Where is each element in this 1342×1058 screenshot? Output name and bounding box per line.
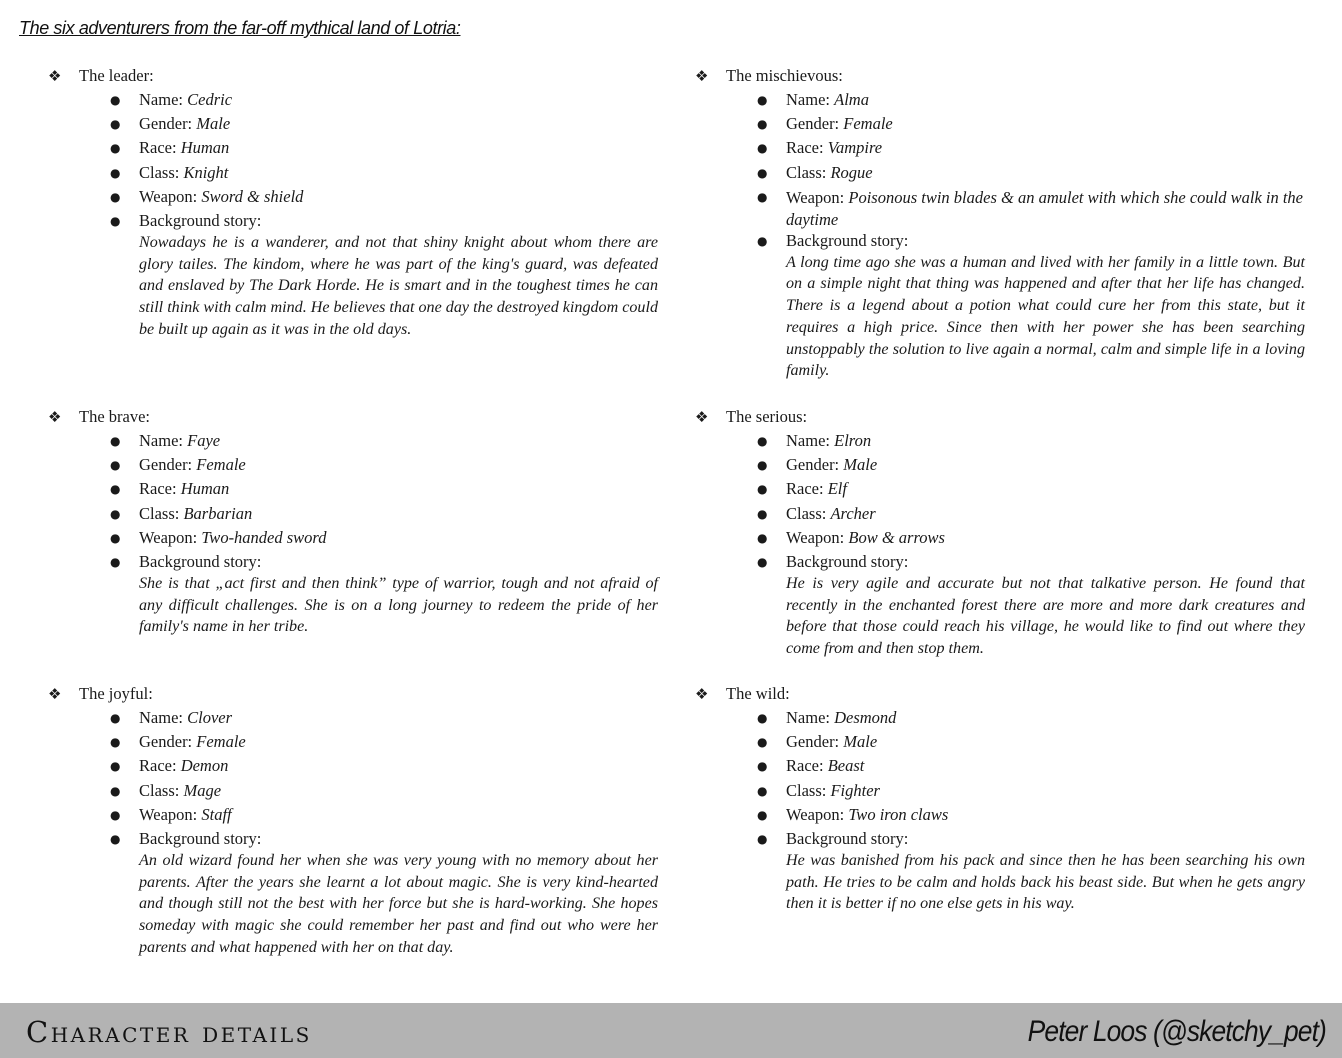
bullet-icon: ● xyxy=(110,141,121,156)
background-story: A long time ago she was a human and lived with her family in a little town. But on a simple night that thing was happened and after that her life has changed. There is a legend about a potion what could cure her from this state, but it requires a high price. Since then with her power she has been searching unstoppably the solution to live again a normal, calm and simple life in a loving family. xyxy=(786,253,1305,380)
bullet-icon: ● xyxy=(757,759,768,774)
character-section-mischievous xyxy=(695,66,1305,382)
property-weapon: ● Weapon: Two iron claws xyxy=(757,804,949,824)
property-story: ● Background story: He was banished from his pack and since then he has been searching his own path. He tries to be calm and holds back his beast side. But when he gets angry then it is better if no one else gets in his way. xyxy=(695,829,1305,915)
bullet-icon: ● xyxy=(110,93,121,107)
bullet-icon: ● xyxy=(757,141,768,156)
property-name: ● Name: Faye xyxy=(110,431,221,450)
diamond-bullet-icon: ❖ xyxy=(695,67,709,85)
character-role: The serious: xyxy=(726,407,808,426)
property-gender: ● Gender: Female xyxy=(757,114,893,134)
footer-bar xyxy=(0,1003,1342,1058)
bullet-icon: ● xyxy=(110,554,121,569)
bullet-icon: ● xyxy=(757,506,768,521)
bullet-icon: ● xyxy=(757,554,768,569)
bullet-icon: ● xyxy=(110,189,121,204)
property-name: ● Name: Clover xyxy=(110,708,233,727)
property-gender: ● Gender: Male xyxy=(757,732,878,752)
property-story: ● Background story: An old wizard found her when she was very young with no memory about her parents. After the years she learnt a lot about magic. She is very kind-hearted and though still not the best with her force but she is hard-working. She hopes someday with magic she could remember her past and find out who were her parents and what happened with her on that day. xyxy=(48,829,658,959)
bullet-icon: ● xyxy=(757,807,768,822)
character-section-joyful xyxy=(48,684,658,958)
character-role: The joyful: xyxy=(79,684,153,703)
property-story: ● Background story: Nowadays he is a wanderer, and not that shiny knight about whom there are glory tailes. The kindom, where he was part of the king's guard, was defeated and enslaved by The Dark Horde. He is smart and in the toughest times he can still think with calm mind. He believes that one day the destroyed kingdom could be built up again as it was in the old days. xyxy=(48,211,658,341)
property-name: ● Name: Cedric xyxy=(110,90,233,109)
character-role: The mischievous: xyxy=(726,66,843,85)
bullet-icon: ● xyxy=(110,213,121,228)
property-gender: ● Gender: Female xyxy=(110,455,246,475)
property-race: ● Race: Beast xyxy=(757,756,865,776)
background-story: She is that „act first and then think” type of warrior, tough and not afraid of any difficult challenges. She is on a long journey to redeem the pride of her family's name in her tribe. xyxy=(139,574,658,636)
bullet-icon: ● xyxy=(110,735,121,750)
property-gender: ● Gender: Male xyxy=(110,114,231,134)
property-weapon: ● Weapon: Bow & arrows xyxy=(757,527,945,547)
property-class: ● Class: Mage xyxy=(110,780,222,800)
footer-title: Character details xyxy=(26,1015,312,1049)
bullet-icon: ● xyxy=(757,711,768,725)
character-section-leader xyxy=(48,66,658,340)
bullet-icon: ● xyxy=(110,831,121,846)
bullet-icon: ● xyxy=(110,759,121,774)
bullet-icon: ● xyxy=(110,482,121,497)
diamond-bullet-icon: ❖ xyxy=(48,67,62,85)
property-weapon: ● Weapon: Staff xyxy=(110,804,232,824)
diamond-bullet-icon: ❖ xyxy=(48,408,62,426)
diamond-bullet-icon: ❖ xyxy=(695,685,709,703)
bullet-icon: ● xyxy=(110,434,121,448)
character-properties xyxy=(48,431,658,638)
character-properties xyxy=(695,708,1305,915)
property-name: ● Name: Desmond xyxy=(757,708,897,727)
bullet-icon: ● xyxy=(757,233,768,248)
background-story: An old wizard found her when she was very young with no memory about her parents. After the years she learnt a lot about magic. She is very kind-hearted and though still not the best with her force but she is hard-working. She hopes someday with magic she could remember her past and find out who were her parents and what happened with her on that day. xyxy=(139,851,658,956)
property-race: ● Race: Demon xyxy=(110,756,229,776)
property-weapon: ● Weapon: Two-handed sword xyxy=(110,527,327,547)
bullet-icon: ● xyxy=(757,117,768,132)
footer-credit: Peter Loos (@sketchy_pet) xyxy=(1027,1015,1326,1048)
background-story: He was banished from his pack and since then he has been searching his own path. He tries to be calm and holds back his beast side. But when he gets angry then it is better if no one else gets in his way. xyxy=(786,851,1305,913)
bullet-icon: ● xyxy=(757,189,768,204)
character-section-serious xyxy=(695,407,1305,660)
bullet-icon: ● xyxy=(110,807,121,822)
bullet-icon: ● xyxy=(757,434,768,448)
character-section-brave xyxy=(48,407,658,638)
bullet-icon: ● xyxy=(110,117,121,132)
property-story: ● Background story: She is that „act first and then think” type of warrior, tough and not afraid of any difficult challenges. She is on a long journey to redeem the pride of her family's name in her tribe. xyxy=(48,552,658,638)
property-class: ● Class: Archer xyxy=(757,503,876,523)
property-story: ● Background story: He is very agile and accurate but not that talkative person. He found that recently in the enchanted forest there are more and more dark creatures and before that those could reach his village, he would like to find out where they come from and then stop them. xyxy=(695,552,1305,660)
bullet-icon: ● xyxy=(757,735,768,750)
bullet-icon: ● xyxy=(110,458,121,473)
bullet-icon: ● xyxy=(757,458,768,473)
bullet-icon: ● xyxy=(757,93,768,107)
property-class: ● Class: Fighter xyxy=(757,780,880,800)
bullet-icon: ● xyxy=(110,711,121,725)
bullet-icon: ● xyxy=(757,482,768,497)
property-story: ● Background story: A long time ago she was a human and lived with her family in a little town. But on a simple night that thing was happened and after that her life has changed. There is a legend about a potion what could cure her from this state, but it requires a high price. Since then with her power she has been searching unstoppably the solution to live again a normal, calm and simple life in a loving family. xyxy=(695,231,1305,382)
bullet-icon: ● xyxy=(757,831,768,846)
property-name: ● Name: Elron xyxy=(757,431,872,450)
background-story: He is very agile and accurate but not that talkative person. He found that recently in the enchanted forest there are more and more dark creatures and before that those could reach his village, he would like to find out where they come from and then stop them. xyxy=(786,574,1305,658)
property-weapon: ● Weapon: Sword & shield xyxy=(110,186,304,206)
diamond-bullet-icon: ❖ xyxy=(695,408,709,426)
background-story: Nowadays he is a wanderer, and not that shiny knight about whom there are glory tailes. The kindom, where he was part of the king's guard, was defeated and enslaved by The Dark Horde. He is smart and in the toughest times he can still think with calm mind. He believes that one day the destroyed kingdom could be built up again as it was in the old days. xyxy=(139,233,658,338)
property-weapon: ● Weapon: Poisonous twin blades & an amulet with which she could walk in the daytime xyxy=(757,187,1304,229)
page-title: The six adventurers from the far-off mythical land of Lotria: xyxy=(19,18,461,38)
property-gender: ● Gender: Male xyxy=(757,455,878,475)
property-race: ● Race: Elf xyxy=(757,479,847,499)
bullet-icon: ● xyxy=(110,530,121,545)
property-race: ● Race: Human xyxy=(110,138,230,158)
property-gender: ● Gender: Female xyxy=(110,732,246,752)
bullet-icon: ● xyxy=(110,783,121,798)
property-race: ● Race: Vampire xyxy=(757,138,883,158)
diamond-bullet-icon: ❖ xyxy=(48,685,62,703)
character-role: The brave: xyxy=(79,407,151,426)
character-role: The wild: xyxy=(726,684,790,703)
character-role: The leader: xyxy=(79,66,154,85)
property-class: ● Class: Barbarian xyxy=(110,503,253,523)
character-properties xyxy=(695,431,1305,660)
property-name: ● Name: Alma xyxy=(757,90,869,109)
character-section-wild xyxy=(695,684,1305,915)
character-properties xyxy=(48,90,658,340)
character-properties xyxy=(48,708,658,958)
bullet-icon: ● xyxy=(110,165,121,180)
character-properties xyxy=(695,90,1305,382)
bullet-icon: ● xyxy=(757,783,768,798)
bullet-icon: ● xyxy=(110,506,121,521)
bullet-icon: ● xyxy=(757,530,768,545)
property-class: ● Class: Rogue xyxy=(757,162,873,182)
property-race: ● Race: Human xyxy=(110,479,230,499)
property-class: ● Class: Knight xyxy=(110,162,229,182)
bullet-icon: ● xyxy=(757,165,768,180)
